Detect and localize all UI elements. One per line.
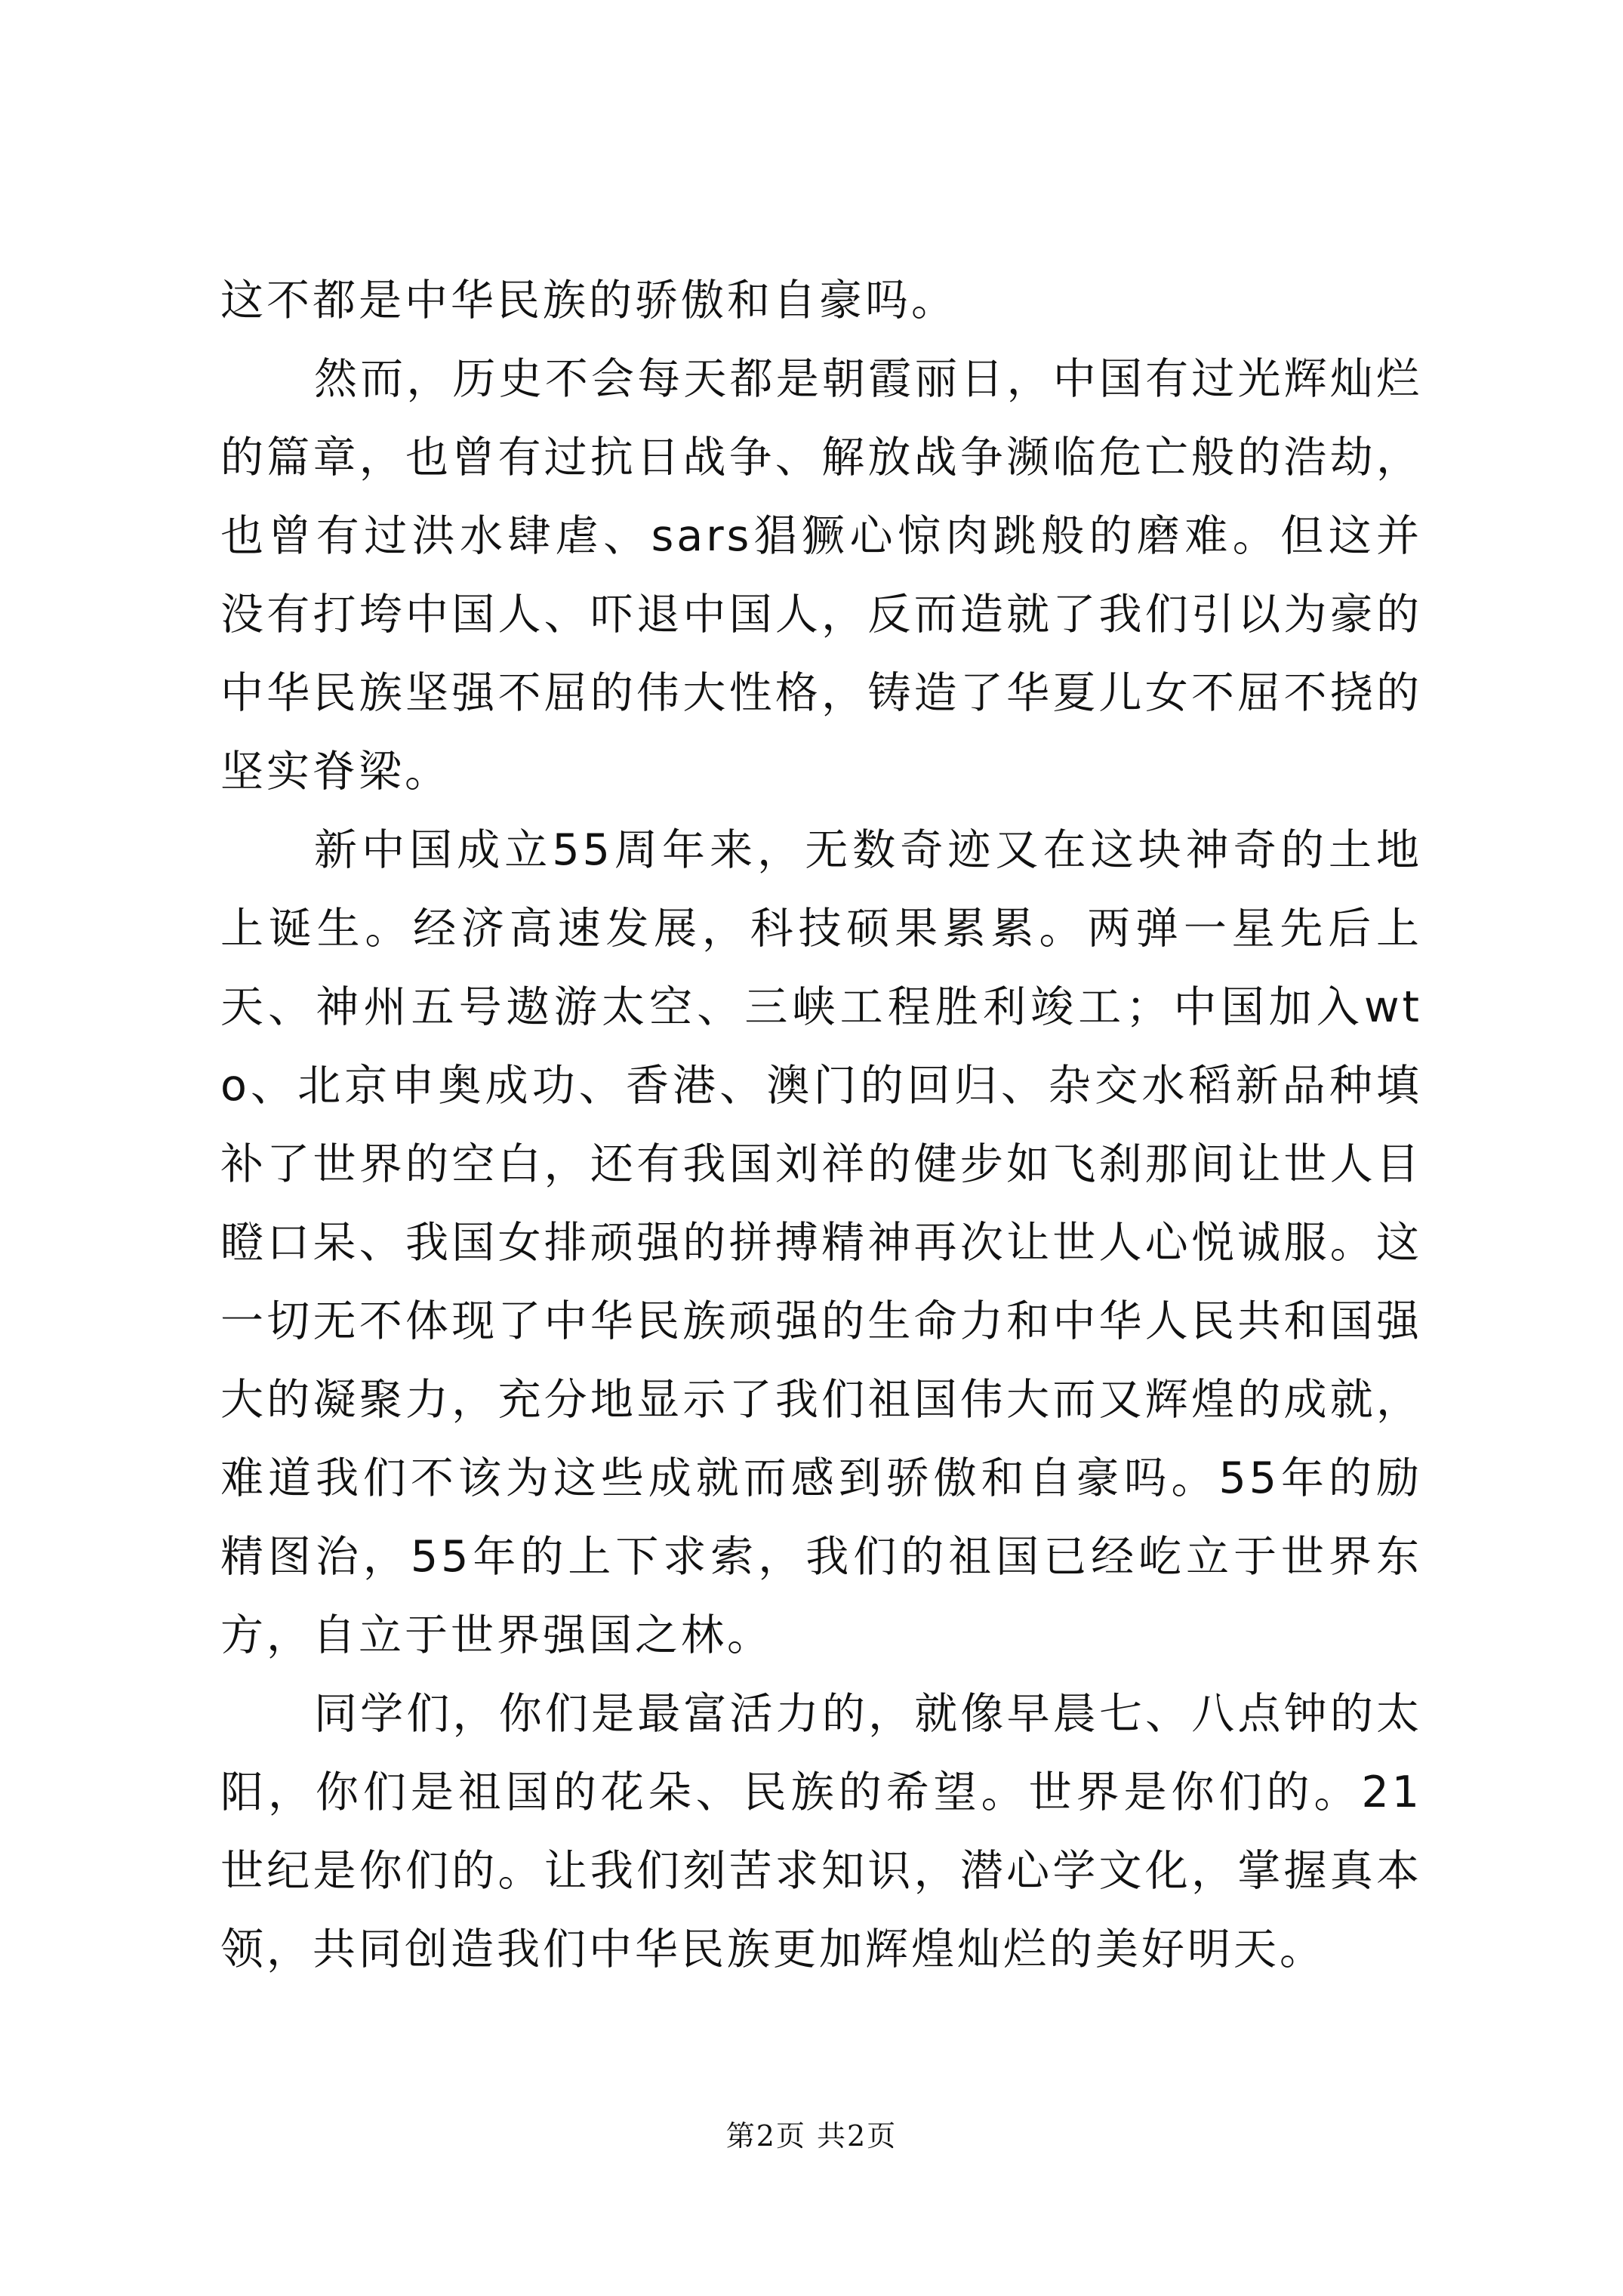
document-body: [220, 261, 1422, 1989]
paragraph-continuation: 这不都是中华民族的骄傲和自豪吗。: [220, 276, 957, 325]
paragraph-achievements: 新中国成立55周年来，无数奇迹又在这块神奇的土地上诞生。经济高速发展，科技硕果累累。两弹一星先后上天、神州五号遨游太空、三峡工程胜利竣工；中国加入wto、北京申奥成功、香港、澳门的回归、杂交水稻新品种填补了世界的空白，还有我国刘祥的健步如飞刹那间让世人目瞪口呆、我国女排顽强的拼搏精神再次让世人心悦诚服。这一切无不体现了中华民族顽强的生命力和中华人民共和国强大的凝聚力，充分地显示了我们祖国伟大而又辉煌的成就，难道我们不该为这些成就而感到骄傲和自豪吗。55年的励精图治，55年的上下求索，我们的祖国已经屹立于世界东方，自立于世界强国之林。: [220, 825, 1422, 1660]
paragraph-students-appeal: 同学们，你们是最富活力的，就像早晨七、八点钟的太阳，你们是祖国的花朵、民族的希望。世界是你们的。21世纪是你们的。让我们刻苦求知识，潜心学文化，掌握真本领，共同创造我们中华民族更加辉煌灿烂的美好明天。: [220, 1689, 1422, 1974]
page-number-footer: 第2页 共2页: [725, 2119, 898, 2153]
paragraph-history-hardships: 然而，历史不会每天都是朝霞丽日，中国有过光辉灿烂的篇章，也曾有过抗日战争、解放战争濒临危亡般的浩劫，也曾有过洪水肆虐、sars猖獗心惊肉跳般的磨难。但这并没有打垮中国人、吓退中国人，反而造就了我们引以为豪的中华民族坚强不屈的伟大性格，铸造了华夏儿女不屈不挠的坚实脊梁。: [220, 354, 1422, 797]
